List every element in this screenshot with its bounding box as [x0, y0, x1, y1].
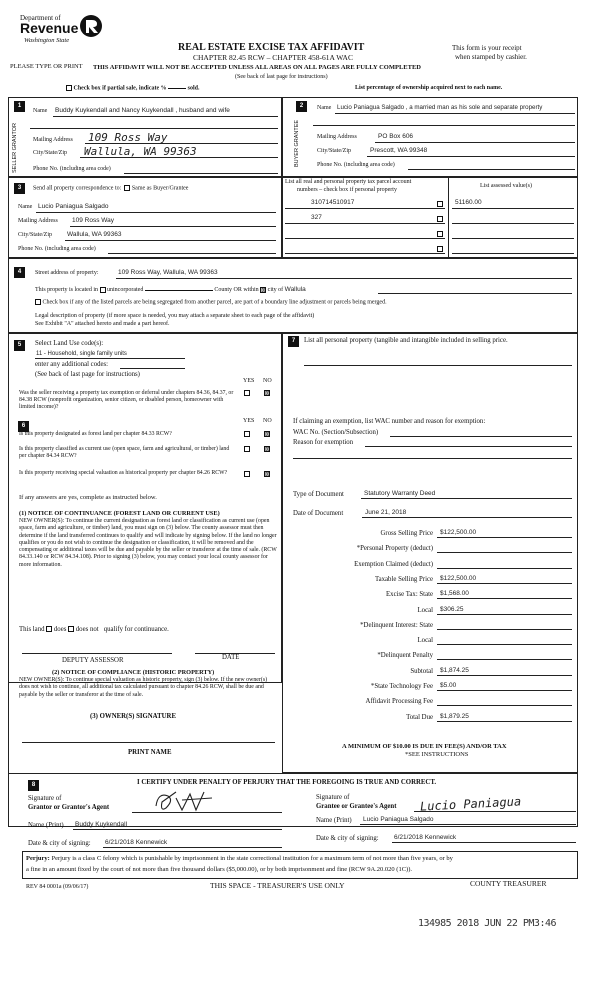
- exemption-no-checkbox[interactable]: ⊠: [265, 390, 271, 397]
- yes-header-6: YES: [243, 418, 255, 424]
- grantee-date-label: Date & city of signing:: [316, 835, 379, 842]
- parcels-header-2: numbers – check box if personal property: [297, 187, 397, 193]
- calc-label: Subtotal: [410, 668, 433, 675]
- additional-codes-label: enter any additional codes:: [35, 361, 109, 368]
- section-1-badge: 1: [14, 101, 25, 112]
- send-label: Send all property correspondence to:: [33, 185, 122, 192]
- list-pct-note: List percentage of ownership acquired next to each name.: [355, 85, 503, 91]
- located-row: [35, 286, 306, 294]
- seller-name[interactable]: Buddy Kuykendall and Nancy Kuykendall , husband and wife: [55, 107, 230, 114]
- date-label: DATE: [222, 654, 240, 661]
- doc-type-label: Type of Document: [293, 491, 344, 498]
- corr-phone-label: Phone No. (including area code): [18, 246, 96, 252]
- grantor-agent-label: Grantor or Grantor's Agent: [28, 804, 110, 811]
- perjury-text-2: a fine in an amount fixed by the court of not more than five thousand dollars ($5,000.00), or by both imprisonment and fine (RCW 9A.20.020 (1C)).: [26, 866, 413, 873]
- located-label: This property is located in: [35, 287, 98, 293]
- does-not-label: does not: [75, 626, 99, 633]
- open-space-yes-checkbox[interactable]: [244, 446, 250, 452]
- personal-property-checkbox[interactable]: [437, 231, 443, 237]
- dept-line2: Revenue: [20, 20, 79, 36]
- within-city-checkbox[interactable]: ⊠: [261, 286, 267, 294]
- seller-mailing[interactable]: 109 Ross Way: [88, 131, 168, 144]
- parcel-value[interactable]: 51160.00: [455, 199, 482, 206]
- corr-mailing-label: Mailing Address: [18, 218, 58, 224]
- q-open-space: Is this property classified as current use (open space, farm and agricultural, or timber) land per chapter 84.34 RCW?: [19, 446, 230, 459]
- form-revision: REV 84 0001a (09/06/17): [26, 884, 89, 890]
- county-label: County OR within: [214, 287, 259, 293]
- deputy-assessor-label: DEPUTY ASSESSOR: [62, 657, 124, 664]
- buyer-name[interactable]: Lucio Paniagua Salgado , a married man as his sole and separate property: [337, 104, 543, 111]
- please-type: PLEASE TYPE OR PRINT: [10, 63, 83, 70]
- continuance-text: NEW OWNER(S): To continue the current designation as forest land or classification as current use (open space, farm and agriculture, or timber) land, you must sign on (3) below. The county assessor must then determine if the land transferred continues to qualify and will indicate by signing below. If the land no longer qualifies or you do not wish to continue the designation or classification, it will be removed and the compensating or additional taxes will be due and payable by the seller or transferor at the time of sale. (RCW 84.33.140 or RCW 84.34.108). Prior to signing (3) below, you may contact your local county assessor for more information.: [19, 518, 277, 568]
- calc-label: Exemption Claimed (deduct): [354, 561, 433, 568]
- perjury-label: Perjury:: [26, 855, 50, 862]
- seller-side-label: SELLER GRANTOR: [12, 122, 18, 173]
- treasurer-space: THIS SPACE - TREASURER'S USE ONLY: [210, 881, 345, 890]
- corr-city-label: City/State/Zip: [18, 232, 52, 238]
- no-header-6: NO: [263, 418, 272, 424]
- doc-date-label: Date of Document: [293, 510, 344, 517]
- calc-value[interactable]: $122,500.00: [440, 529, 477, 536]
- land-use-code[interactable]: 11 - Household, single family units: [36, 351, 127, 357]
- section-4-badge: 4: [14, 267, 25, 278]
- certify-statement: I CERTIFY UNDER PENALTY OF PERJURY THAT THE FOREGOING IS TRUE AND CORRECT.: [137, 779, 437, 786]
- legal-desc-2: See Exhibit "A" attached hereto and made a part hereof.: [35, 321, 170, 327]
- corr-name-label: Name: [18, 204, 33, 210]
- segregated-label: Check box if any of the listed parcels are being segregated from another parcel, are part of a boundary line adjustment or parcels being merged.: [42, 299, 387, 306]
- perjury-line1: [26, 855, 453, 862]
- sold-label: sold.: [187, 85, 200, 92]
- q-historic: Is this property receiving special valuation as historical property per chapter 84.26 RCW?: [19, 470, 228, 476]
- corr-city[interactable]: Wallula, WA 99363: [67, 231, 122, 238]
- does-checkbox[interactable]: [46, 626, 52, 632]
- same-as-buyer-checkbox[interactable]: [124, 185, 130, 191]
- no-header: NO: [263, 378, 272, 384]
- section-5-badge: 5: [14, 340, 25, 351]
- parcel-number[interactable]: 327: [311, 214, 322, 221]
- this-land-label: This land: [19, 626, 45, 633]
- this-land-row: [19, 626, 169, 633]
- dor-logo: [20, 14, 106, 54]
- form-chapter: CHAPTER 82.45 RCW – CHAPTER 458-61A WAC: [193, 53, 353, 62]
- parcels-header-1: List all real and personal property tax parcel account: [285, 179, 412, 185]
- calc-label: Total Due: [406, 714, 433, 721]
- compliance-title: (2) NOTICE OF COMPLIANCE (HISTORIC PROPERTY): [52, 669, 215, 676]
- section-7-box: [282, 333, 578, 773]
- segregated-checkbox[interactable]: [35, 299, 41, 305]
- calc-value[interactable]: $1,874.25: [440, 667, 469, 674]
- corr-name[interactable]: Lucio Paniagua Salgado: [38, 203, 109, 210]
- calc-value[interactable]: $5.00: [440, 682, 457, 689]
- does-not-checkbox[interactable]: [68, 626, 74, 632]
- buyer-city-label: City/State/Zip: [317, 148, 351, 154]
- personal-property-checkbox[interactable]: [437, 201, 443, 207]
- forest-yes-checkbox[interactable]: [244, 431, 250, 437]
- reason-label: Reason for exemption: [293, 439, 354, 446]
- partial-sale-label: Check box if partial sale, indicate %: [73, 85, 167, 92]
- receipt-line1: This form is your receipt: [452, 44, 522, 52]
- section-6-badge: 6: [18, 421, 29, 432]
- buyer-city[interactable]: Prescott, WA 99348: [370, 147, 428, 154]
- grantor-date-label: Date & city of signing:: [28, 840, 91, 847]
- does-label: does: [53, 626, 67, 633]
- select-land-use-label: Select Land Use code(s):: [35, 340, 104, 347]
- calc-value[interactable]: $1,568.00: [440, 590, 469, 597]
- calc-label: Local: [417, 607, 433, 614]
- segregated-row: [35, 299, 387, 306]
- calc-value[interactable]: $306.25: [440, 606, 464, 613]
- parcel-number[interactable]: 310714510917: [311, 199, 355, 206]
- see-back-note: (See back of last page for instructions): [235, 74, 328, 80]
- same-as-buyer-label: Same as Buyer/Grantee: [131, 185, 189, 192]
- buyer-mailing-label: Mailing Address: [317, 134, 357, 140]
- calc-label: Gross Selling Price: [380, 530, 433, 537]
- calc-value[interactable]: $1,879.25: [440, 713, 469, 720]
- partial-sale-checkbox[interactable]: [66, 85, 72, 91]
- doc-type[interactable]: Statutory Warranty Deed: [364, 490, 436, 497]
- unincorporated-checkbox[interactable]: [100, 287, 106, 293]
- property-street[interactable]: 109 Ross Way, Wallula, WA 99363: [118, 269, 218, 276]
- send-correspondence-label: [33, 185, 188, 192]
- grantee-print-label: Name (Print): [316, 817, 352, 824]
- calc-label: *Delinquent Penalty: [377, 652, 433, 659]
- open-space-no-checkbox[interactable]: ⊠: [265, 446, 271, 453]
- grantor-signature[interactable]: [152, 788, 232, 814]
- corr-mailing[interactable]: 109 Ross Way: [72, 217, 115, 224]
- yes-header: YES: [243, 378, 255, 384]
- calc-value[interactable]: $122,500.00: [440, 575, 477, 582]
- historic-yes-checkbox[interactable]: [244, 471, 250, 477]
- unincorporated-label: unincorporated: [107, 287, 144, 293]
- section-8-badge: 8: [28, 780, 39, 791]
- grantor-print-label: Name (Print): [28, 822, 64, 829]
- doc-date[interactable]: June 21, 2018: [365, 509, 407, 516]
- calc-label: *State Technology Fee: [370, 683, 433, 690]
- grantor-date-city[interactable]: 6/21/2018 Kennewick: [105, 839, 168, 846]
- personal-property-label: List all personal property (tangible and intangible included in selling price.: [304, 337, 508, 344]
- seller-phone-label: Phone No. (including area code): [33, 166, 111, 172]
- land-use-see-back: (See back of last page for instructions): [35, 371, 140, 378]
- receipt-line2: when stamped by cashier.: [455, 53, 527, 61]
- owner-signature-label: (3) OWNER(S) SIGNATURE: [90, 713, 176, 720]
- perjury-text-1: Perjury is a class C felony which is punishable by imprisonment in the state correctional institution for a maximum term of not more than five years, or by: [51, 855, 453, 862]
- seller-city-label: City/State/Zip: [33, 150, 67, 156]
- section-2-badge: 2: [296, 101, 307, 112]
- historic-no-checkbox[interactable]: ⊠: [265, 471, 271, 478]
- grantor-print-name[interactable]: Buddy Kuykendall: [75, 821, 128, 828]
- section-3-badge: 3: [14, 183, 25, 194]
- seller-mailing-label: Mailing Address: [33, 137, 73, 143]
- grantee-signature[interactable]: Lucio Paniagua: [419, 794, 522, 814]
- calc-label: Local: [417, 637, 433, 644]
- grantee-sig-of: Signature of: [316, 794, 350, 801]
- seller-city[interactable]: Wallula, WA 99363: [84, 145, 197, 158]
- buyer-name-label: Name: [317, 105, 332, 111]
- calc-label: Affidavit Processing Fee: [365, 698, 433, 705]
- assessed-values-header: List assessed value(s): [480, 183, 532, 189]
- section-7-badge: 7: [288, 336, 299, 347]
- buyer-mailing[interactable]: PO Box 606: [378, 133, 414, 140]
- grantee-agent-label: Grantee or Grantee's Agent: [316, 803, 397, 810]
- qualify-label: qualify for continuance.: [103, 626, 169, 633]
- forest-no-checkbox[interactable]: ⊠: [265, 431, 271, 438]
- claim-exemption-label: If claiming an exemption, list WAC number and reason for exemption:: [293, 418, 486, 425]
- property-city[interactable]: Wallula: [284, 286, 306, 293]
- partial-sale-row: [66, 85, 200, 92]
- calc-label: *Delinquent Interest: State: [360, 622, 433, 629]
- form-title: REAL ESTATE EXCISE TAX AFFIDAVIT: [178, 42, 365, 53]
- dept-line1: Department of: [20, 14, 61, 22]
- street-label: Street address of property:: [35, 270, 99, 276]
- calc-label: *Personal Property (deduct): [356, 545, 433, 552]
- personal-property-checkbox[interactable]: [437, 216, 443, 222]
- continuance-title: (1) NOTICE OF CONTINUANCE (FOREST LAND OR CURRENT USE): [19, 510, 220, 517]
- county-treasurer: COUNTY TREASURER: [470, 879, 547, 888]
- grantor-sig-of: Signature of: [28, 795, 62, 802]
- city-of-label: city of: [267, 287, 284, 293]
- calc-label: Taxable Selling Price: [374, 576, 433, 583]
- form-warning: THIS AFFIDAVIT WILL NOT BE ACCEPTED UNLESS ALL AREAS ON ALL PAGES ARE FULLY COMPLETED: [93, 64, 421, 71]
- grantee-date-city[interactable]: 6/21/2018 Kennewick: [394, 834, 457, 841]
- seller-name-label: Name: [33, 108, 48, 114]
- dept-line3: Washington State: [24, 37, 70, 44]
- compliance-text: NEW OWNER(S): To continue special valuation as historic property, sign (3) below. If the new owner(s) does not wish to continue, all additional tax calculated pursuant to chapter 84.26 RCW, shall be due and payable by the seller or transferor at the time of sale.: [19, 677, 268, 698]
- see-instructions: *SEE INSTRUCTIONS: [405, 751, 469, 758]
- revenue-logo-icon: [78, 14, 104, 38]
- minimum-fee-note: A MINIMUM OF $10.00 IS DUE IN FEE(S) AND/OR TAX: [342, 743, 507, 750]
- print-name-label: PRINT NAME: [128, 749, 172, 756]
- treasurer-stamp: 134985 2018 JUN 22 PM3:46: [418, 918, 557, 929]
- if-yes-note: If any answers are yes, complete as instructed below.: [19, 494, 157, 501]
- exemption-yes-checkbox[interactable]: [244, 390, 250, 396]
- q-exemption: Was the seller receiving a property tax exemption or deferral under chapters 84.36, 84.37, or 84.38 RCW (nonprofit organization, senior citizen, or disabled person, homeowner with limited income)?: [19, 390, 234, 410]
- buyer-side-label: BUYER GRANTEE: [294, 119, 300, 167]
- calc-label: Excise Tax: State: [386, 591, 433, 598]
- grantee-print-name[interactable]: Lucio Paniagua Salgado: [363, 816, 434, 823]
- wac-label: WAC No. (Section/Subsection): [293, 429, 379, 436]
- personal-property-checkbox[interactable]: [437, 246, 443, 252]
- legal-desc-1: Legal description of property (if more space is needed, you may attach a separate sheet to each page of the affidavit): [35, 313, 315, 319]
- q-forest: Is this property designated as forest land per chapter 84.33 RCW?: [19, 431, 172, 437]
- buyer-phone-label: Phone No. (including area code): [317, 162, 395, 168]
